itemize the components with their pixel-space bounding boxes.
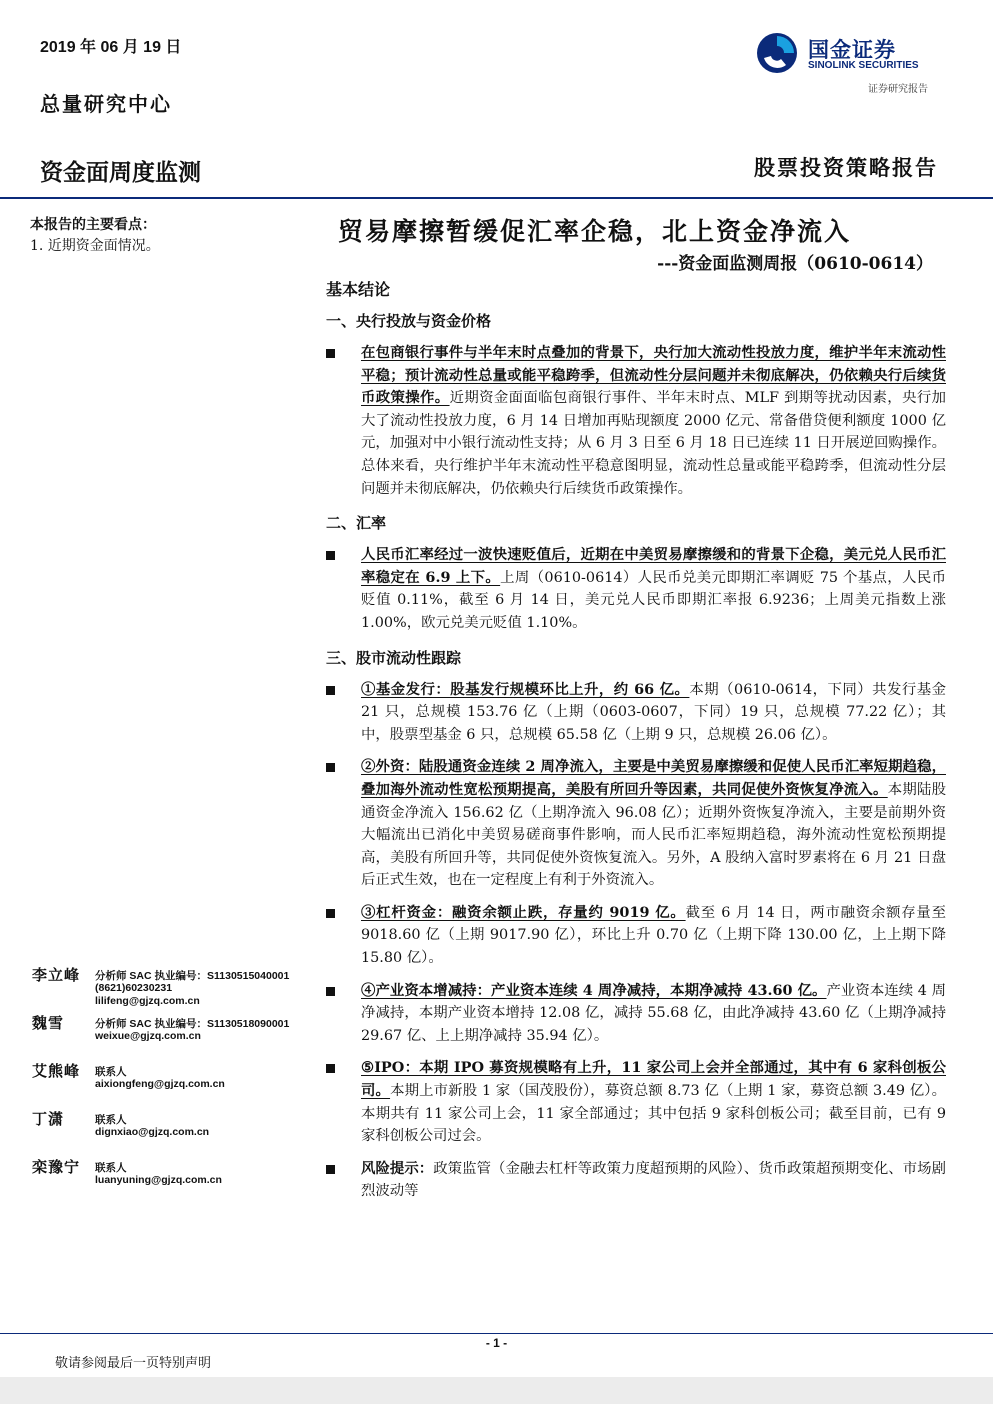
bullet-item (326, 980, 946, 1048)
analyst-email[interactable]: lilifeng@gjzq.com.cn (95, 995, 200, 1007)
bullet-square-icon (326, 909, 335, 918)
risk-text: 政策监管（金融去杠杆等政策力度超预期的风险）、货币政策超预期变化、市场剧烈波动等 (361, 1160, 946, 1200)
analyst-role: 联系人 (95, 1114, 127, 1126)
analyst-role: 分析师 SAC 执业编号：S1130518090001 (95, 1018, 290, 1030)
basic-conclusion-heading: 基本结论 (326, 280, 391, 299)
bullet-item (326, 342, 946, 500)
bullet-item (326, 756, 946, 892)
bullet-highlight: ①基金发行：股基发行规模环比上升，约 66 亿。 (361, 680, 690, 698)
bullet-text: 本期（0610-0614，下同）共发行基金 21 只，总规模 153.76 亿（上期（0603-0607，下同）19 只，总规模 77.22 亿）；其中，股票型基金 6 只，总规模 65.58 亿（上期 9 只，总规模 26.06 亿）。 (361, 681, 946, 743)
page-number: - 1 - (485, 1336, 508, 1350)
bullet-text: 产业资本连续 4 周净减持，本期产业资本增持 12.08 亿，减持 55.68 亿，由此净减持 43.60 亿（上期净减持 29.67 亿、上上期净减持 35.94 亿）。 (361, 982, 946, 1044)
report-category: 股票投资策略报告 (754, 155, 938, 180)
bullet-text: 上周（0610-0614）人民币兑美元即期汇率调贬 75 个基点，人民币贬值 0.11%，截至 6 月 14 日，美元兑人民币即期汇率报 6.9236；上周美元指数上涨 1.00%，欧元兑美元贬值 1.10%。 (361, 569, 946, 631)
report-body (326, 310, 946, 1203)
highlights-heading: 本报告的主要看点： (30, 217, 156, 233)
bullet-highlight: ②外资：陆股通资金连续 2 周净流入，主要是中美贸易摩擦缓和促使人民币汇率短期趋稳，叠加海外流动性宽松预期提高，美股有所回升等因素，共同促使外资恢复净流入。 (361, 758, 946, 798)
analyst-role: 联系人 (95, 1162, 127, 1174)
bullet-square-icon (326, 1165, 335, 1174)
bullet-text: 本期陆股通资金净流入 156.62 亿（上期净流入 96.08 亿）；近期外资恢复净流入，主要是前期外资大幅流出已消化中美贸易磋商事件影响，而人民币汇率短期趋稳，海外流动性宽松预期提高，美股有所回升等，共同促使外资恢复流入。另外，A 股纳入富时罗素将在 6 月 21 日盘后正式生效，也在一定程度上有利于外资流入。 (361, 781, 946, 889)
series-title: 资金面周度监测 (40, 159, 201, 185)
analyst-card (32, 1156, 322, 1204)
analyst-email[interactable]: aixiongfeng@gjzq.com.cn (95, 1078, 225, 1090)
header-divider (0, 197, 993, 199)
analyst-card (32, 1060, 322, 1108)
section-heading: 二、汇率 (326, 514, 387, 533)
analyst-card (32, 1108, 322, 1156)
bullet-square-icon (326, 1064, 335, 1073)
brand-name-en: SINOLINK SECURITIES (808, 60, 919, 71)
bullet-square-icon (326, 349, 335, 358)
risk-warning (326, 1158, 946, 1203)
analyst-role: 分析师 SAC 执业编号：S1130515040001 (95, 970, 290, 982)
analyst-email[interactable]: dignxiao@gjzq.com.cn (95, 1126, 210, 1138)
bullet-square-icon (326, 763, 335, 772)
analyst-list (32, 964, 322, 1204)
report-title: 贸易摩擦暂缓促汇率企稳，北上资金净流入 (338, 217, 852, 246)
disclaimer-note: 敬请参阅最后一页特别声明 (55, 1356, 212, 1371)
footer-divider (0, 1333, 993, 1334)
bullet-text: 近期资金面面临包商银行事件、半年末时点、MLF 到期等扰动因素，央行加大了流动性投放力度，6 月 14 日增加再贴现额度 2000 亿元、常备借贷便利额度 1000 亿元，加强对中小银行流动性支持；从 6 月 3 日至 6 月 18 日已连续 11 日开展逆回购操作。总体来看，央行维护半年末流动性平稳意图明显，流动性总量或能平稳跨季，但流动性分层问题并未彻底解决，仍依赖央行后续货币政策操作。 (361, 390, 946, 497)
bullet-item (326, 679, 946, 747)
brand-name-cn: 国金证券 (808, 39, 896, 62)
risk-label: 风险提示： (361, 1159, 434, 1177)
sinolink-logo-icon (756, 32, 798, 74)
bullet-highlight: ④产业资本增减持：产业资本连续 4 周净减持，本期净减持 43.60 亿。 (361, 981, 827, 999)
bullet-item (326, 544, 946, 634)
analyst-name: 栾豫宁 (32, 1158, 81, 1176)
bullet-highlight: 在包商银行事件与半年末时点叠加的背景下，央行加大流动性投放力度，维护半年末流动性平稳；预计流动性总量或能平稳跨季，但流动性分层问题并未彻底解决，仍依赖央行后续货币政策操作。 (361, 344, 946, 407)
analyst-name: 丁潇 (32, 1110, 65, 1128)
bullet-item (326, 1057, 946, 1147)
analyst-email[interactable]: weixue@gjzq.com.cn (95, 1030, 201, 1042)
report-subtitle: ---资金面监测周报（0610-0614） (657, 254, 933, 274)
brand-logo (756, 30, 946, 78)
analyst-name: 魏雪 (32, 1014, 65, 1032)
bullet-item (326, 902, 946, 970)
bullet-text: 本期上市新股 1 家（国茂股份），募资总额 8.73 亿（上期 1 家，募资总额 3.49 亿）。本期共有 11 家公司上会，11 家全部通过；其中包括 9 家科创板公司；截至目前，已有 9 家科创板公司过会。 (361, 1083, 946, 1145)
bullet-square-icon (326, 987, 335, 996)
highlight-item: 1. 近期资金面情况。 (30, 238, 160, 254)
analyst-phone: (8621)60230231 (95, 982, 173, 994)
bullet-highlight: ⑤IPO：本期 IPO 募资规模略有上升，11 家公司上会并全部通过，其中有 6 家科创板公司。 (361, 1059, 946, 1100)
report-date: 2019 年 06 月 19 日 (40, 39, 182, 56)
research-center: 总量研究中心 (40, 92, 172, 116)
analyst-card (32, 1012, 322, 1060)
bullet-square-icon (326, 551, 335, 560)
analyst-card (32, 964, 322, 1012)
report-type: 证券研究报告 (868, 84, 928, 95)
analyst-role: 联系人 (95, 1066, 127, 1078)
section-heading: 三、股市流动性跟踪 (326, 648, 462, 667)
bullet-text: 截至 6 月 14 日，两市融资余额存量至 9018.60 亿（上期 9017.90 亿），环比上升 0.70 亿（上期下降 130.00 亿，上上期下降 15.80 亿）。 (361, 904, 946, 967)
section-heading: 一、央行投放与资金价格 (326, 312, 492, 330)
bullet-highlight: ③杠杆资金：融资余额止跌，存量约 9019 亿。 (361, 903, 686, 921)
analyst-name: 艾熊峰 (32, 1062, 81, 1080)
analyst-email[interactable]: luanyuning@gjzq.com.cn (95, 1174, 222, 1186)
bullet-highlight: 人民币汇率经过一波快速贬值后，近期在中美贸易摩擦缓和的背景下企稳，美元兑人民币汇率稳定在 6.9 上下。 (361, 546, 946, 586)
analyst-name: 李立峰 (32, 966, 81, 984)
bullet-square-icon (326, 686, 335, 695)
page-bottom-bar (0, 1377, 993, 1404)
